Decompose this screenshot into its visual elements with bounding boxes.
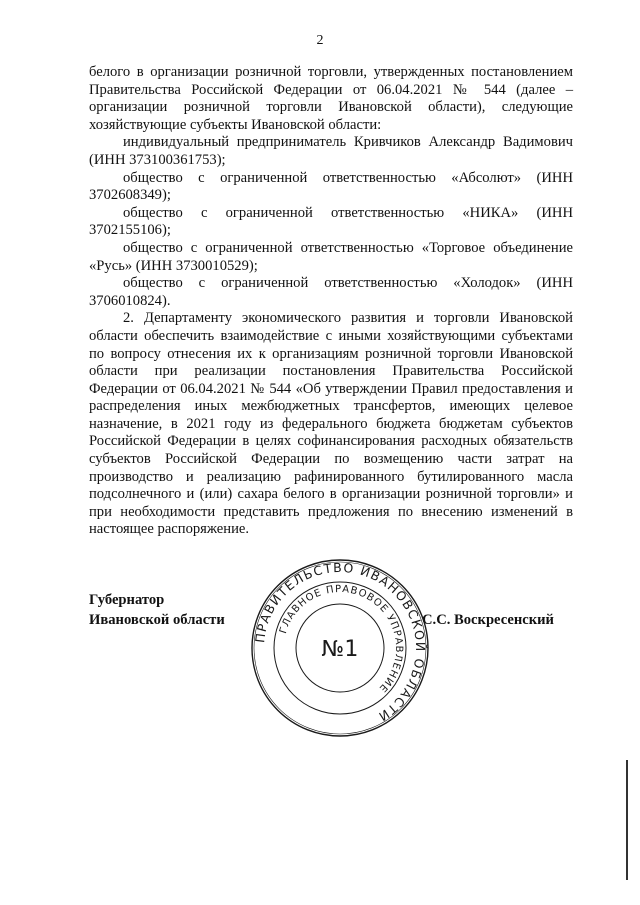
paragraph-intro-continuation: белого в организации розничной торговли, утвержденных постановлением Правительства Российской Федерации от 06.04.2021 № 544 (далее – организации розничной торговли Ивановской области), следующие хозяйствующие субъекты Ивановской области: <box>89 64 573 133</box>
list-item-kholodok: общество с ограниченной ответственностью «Холодок» (ИНН 3706010824). <box>89 275 573 309</box>
list-item-nika: общество с ограниченной ответственностью «НИКА» (ИНН 3702155106); <box>89 204 573 239</box>
official-seal <box>250 558 430 738</box>
scan-edge-mark <box>626 760 628 880</box>
list-item-rus: общество с ограниченной ответственностью «Торговое объединение «Русь» (ИНН 3730010529); <box>89 239 573 274</box>
signatory-name: С.С. Воскресенский <box>422 612 554 628</box>
document-body <box>89 64 573 539</box>
list-item-entrepreneur: индивидуальный предприниматель Кривчиков Александр Вадимович (ИНН 373100361753); <box>89 134 573 168</box>
seal-center-number: №1 <box>321 637 359 662</box>
list-item-absolut: общество с ограниченной ответственностью «Абсолют» (ИНН 3702608349); <box>89 169 573 204</box>
seal-outer-text: ПРАВИТЕЛЬСТВО ИВАНОВСКОЙ ОБЛАСТИ <box>252 559 429 725</box>
signatory-title <box>89 590 225 630</box>
signatory-title-line2: Ивановской области <box>89 612 225 628</box>
seal-inner-text: ГЛАВНОЕ ПРАВОВОЕ УПРАВЛЕНИЕ <box>278 583 405 695</box>
paragraph-item-2: 2. Департаменту экономического развития и торговли Ивановской области обеспечить взаимодействие с иными хозяйствующими субъектами по вопросу отнесения их к организациям розничной торговли Ивановской области при реализации постановления Правительства Российской Федерации от 06.04.2021 № 544 «Об утверждении Правил предоставления и распределения иных межбюджетных трансфертов, имеющих целевое назначение, в 2021 году из федерального бюджета бюджетам субъектов Российской Федерации в целях софинансирования расходных обязательств субъектов Российской Федерации по возмещению части затрат на производство и реализацию рафинированного бутилированного масла подсолнечного и (или) сахара белого в организации розничной торговли» и при необходимости представить предложения по внесению изменений в настоящее распоряжение. <box>89 310 573 538</box>
signatory-title-line1: Губернатор <box>89 592 165 608</box>
page-number: 2 <box>316 33 324 48</box>
